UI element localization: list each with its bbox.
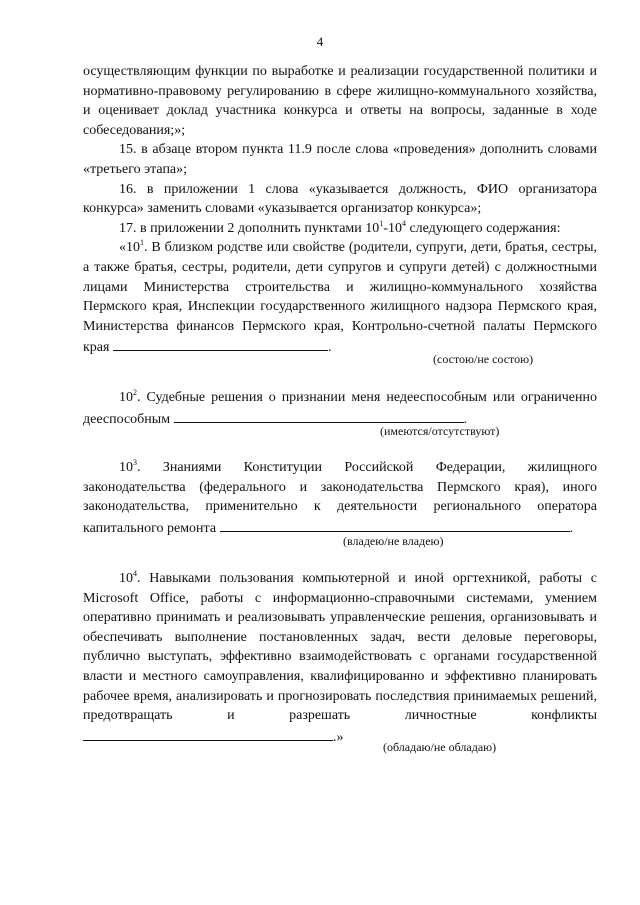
amendment-15: 15. в абзаце втором пункта 11.9 после слова «проведения» дополнить словами «третьего этапа»;: [83, 142, 597, 177]
caption-10-3: (владею/не владею): [343, 534, 444, 548]
blank-line: [83, 726, 333, 741]
item-10-3: $10^3$. Знаниями Конституции Российской Федерации, жилищного законодательства (федерального и законодательства Пермского края), иного законодательства, применительно к деятельности регионального оператора капитального ремонта .: [83, 458, 597, 536]
item-10-1: «$10^1$. В близком родстве или свойстве (родители, супруги, дети, братья, сестры, а также братья, сестры, родители, дети супругов и супруги детей) с должностными лицами Министерства строительства и жилищно-коммунального хозяйства Пермского края, Инспекции государственного жилищного надзора Пермского края, Министерства финансов Пермского края, Контрольно-счетной палаты Пермского края .: [83, 238, 597, 356]
item-10-4: $10^4$. Навыками пользования компьютерной и иной оргтехникой, работы с Microsoft Office, работы с информационно-справочными системами, умением оперативно принимать и реализовывать управленческие решения, организовывать и обеспечивать выполнение постановленных задач, вести деловые переговоры, публично выступать, эффективно взаимодействовать с органами государственной власти и местного самоуправления, квалифицированно и эффективно планировать рабочее время, анализировать и прогнозировать последствия принимаемых решений, предотвращать и разрешать личностные конфликты .»: [83, 569, 597, 745]
blank-line: [174, 408, 464, 423]
page-number: 4: [316, 34, 324, 49]
item-10-2: $10^2$. Судебные решения о признании меня недееспособным или ограниченно дееспособным .: [83, 388, 597, 427]
amendment-16: 16. в приложении 1 слова «указывается должность, ФИО организатора конкурса» заменить словами «указывается организатор конкурса»;: [83, 181, 597, 217]
amendment-17: 17. в приложении 2 дополнить пунктами $10^1-10^4$ следующего содержания:: [119, 218, 561, 236]
intro-paragraph: осуществляющим функции по выработке и реализации государственной политики и нормативно-правовому регулированию в сфере жилищно-коммунального хозяйства, и оценивает доклад участника конкурса и ответы на вопросы, заданные в ходе собеседования;»;: [83, 64, 597, 138]
caption-10-2: (имеются/отсутствуют): [380, 424, 500, 438]
caption-10-1: (состою/не состою): [433, 352, 534, 366]
blank-line: [220, 517, 570, 532]
amendment-list: [83, 62, 597, 358]
caption-10-4: (обладаю/не обладаю): [383, 740, 497, 754]
blank-line: [113, 336, 328, 351]
